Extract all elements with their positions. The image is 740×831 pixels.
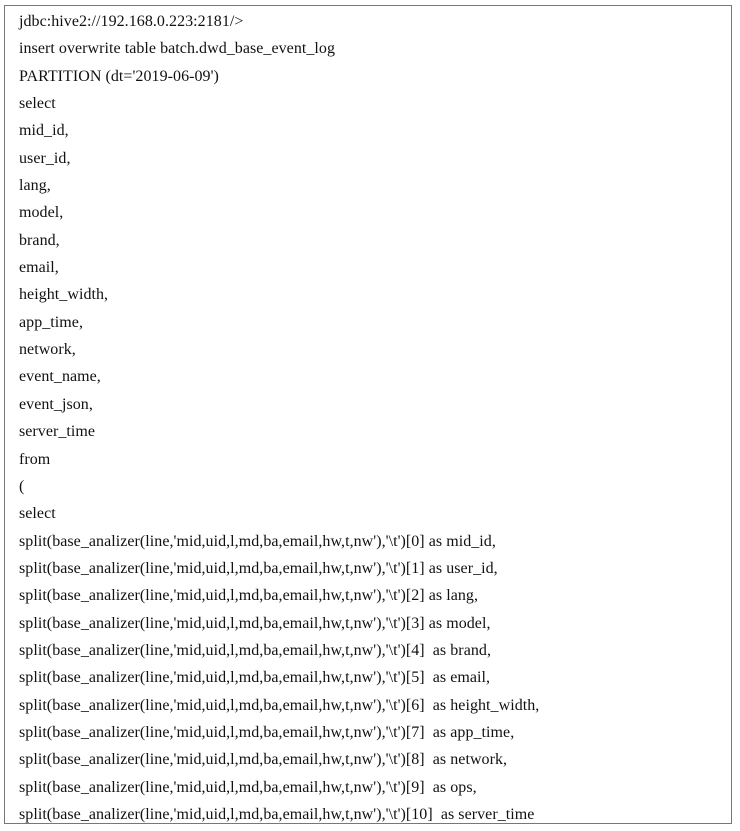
- code-line: split(base_analizer(line,'mid,uid,l,md,ba,email,hw,t,nw'),'\t')[5] as email,: [19, 669, 491, 687]
- code-line: split(base_analizer(line,'mid,uid,l,md,ba,email,hw,t,nw'),'\t')[2] as lang,: [19, 587, 479, 605]
- code-line: brand,: [19, 231, 60, 249]
- code-line: email,: [19, 259, 59, 277]
- code-line: jdbc:hive2://192.168.0.223:2181/>: [19, 13, 244, 30]
- code-line: split(base_analizer(line,'mid,uid,l,md,ba,email,hw,t,nw'),'\t')[4] as brand,: [19, 641, 491, 659]
- code-line: event_name,: [19, 368, 101, 386]
- code-line: split(base_analizer(line,'mid,uid,l,md,ba,email,hw,t,nw'),'\t')[8] as network,: [19, 751, 508, 769]
- code-line: split(base_analizer(line,'mid,uid,l,md,ba,email,hw,t,nw'),'\t')[6] as height_width,: [19, 696, 540, 714]
- code-line: from: [19, 450, 51, 468]
- code-line: split(base_analizer(line,'mid,uid,l,md,ba,email,hw,t,nw'),'\t')[1] as user_id,: [19, 559, 498, 577]
- code-line: lang,: [19, 177, 51, 195]
- code-line: model,: [19, 204, 64, 222]
- code-line: split(base_analizer(line,'mid,uid,l,md,ba,email,hw,t,nw'),'\t')[10] as server_time: [19, 805, 535, 823]
- code-line: split(base_analizer(line,'mid,uid,l,md,ba,email,hw,t,nw'),'\t')[0] as mid_id,: [19, 532, 496, 550]
- code-line: (: [19, 477, 25, 495]
- code-line: app_time,: [19, 313, 83, 331]
- code-line: select: [19, 95, 56, 113]
- code-line: event_json,: [19, 395, 93, 413]
- code-line: PARTITION (dt='2019-06-09'): [19, 67, 219, 85]
- code-line: split(base_analizer(line,'mid,uid,l,md,ba,email,hw,t,nw'),'\t')[9] as ops,: [19, 778, 477, 796]
- code-line: split(base_analizer(line,'mid,uid,l,md,ba,email,hw,t,nw'),'\t')[7] as app_time,: [19, 723, 515, 741]
- code-line: select: [19, 505, 56, 523]
- code-listing-box: [4, 5, 732, 824]
- code-line: mid_id,: [19, 122, 69, 140]
- code-lines: [19, 8, 539, 828]
- code-line: height_width,: [19, 286, 109, 304]
- code-line: insert overwrite table batch.dwd_base_event_log: [19, 40, 336, 58]
- code-line: user_id,: [19, 149, 71, 167]
- code-line: server_time: [19, 423, 96, 441]
- code-line: network,: [19, 341, 76, 359]
- code-line: split(base_analizer(line,'mid,uid,l,md,ba,email,hw,t,nw'),'\t')[3] as model,: [19, 614, 491, 632]
